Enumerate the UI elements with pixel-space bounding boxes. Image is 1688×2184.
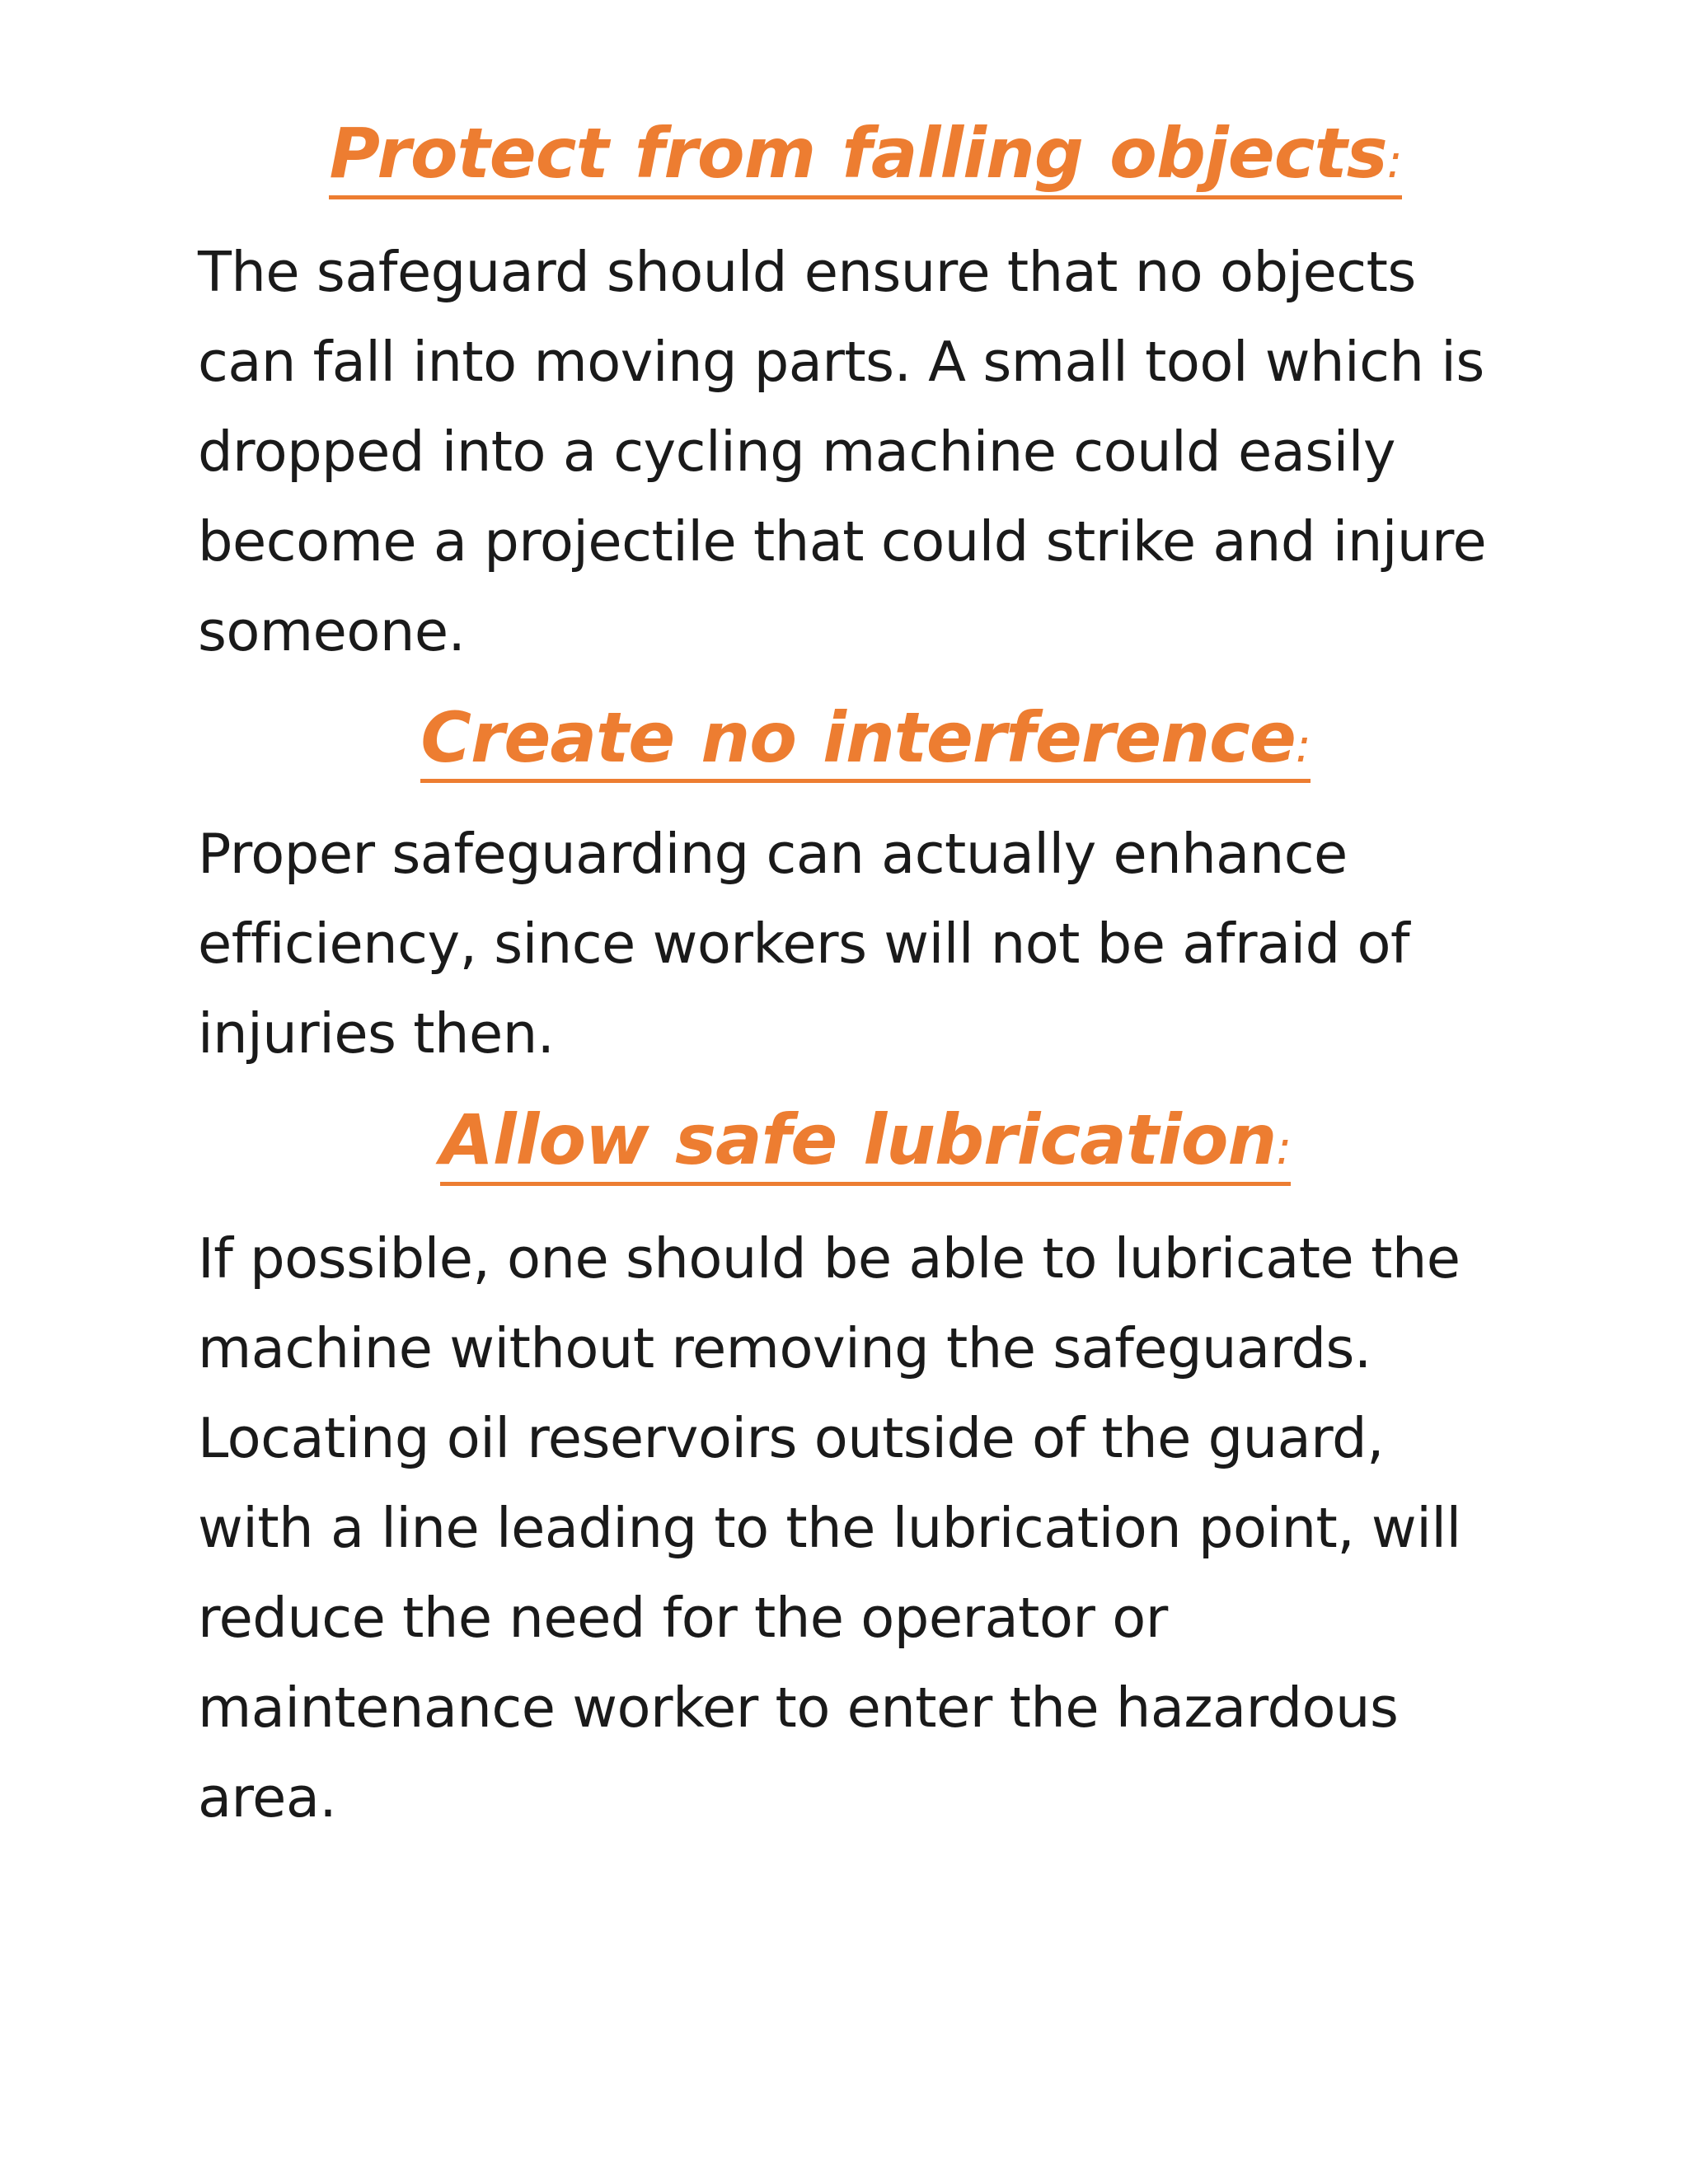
document-content	[198, 114, 1533, 1843]
paragraph-line: can fall into moving parts. A small tool which is	[198, 329, 1484, 394]
paragraph-line: injuries then.	[198, 1001, 555, 1066]
heading-text: Protect from falling objects	[329, 113, 1387, 194]
paragraph-line: area.	[198, 1765, 337, 1830]
section-paragraph	[198, 809, 1533, 1079]
section-safe-lubrication	[198, 1100, 1533, 1843]
paragraph-line: If possible, one should be able to lubricate the	[198, 1226, 1461, 1291]
paragraph-line: machine without removing the safeguards.	[198, 1315, 1372, 1380]
heading-underline	[329, 114, 1401, 199]
paragraph-line: Locating oil reservoirs outside of the guard,	[198, 1405, 1384, 1470]
paragraph-line: with a line leading to the lubrication point, will	[198, 1495, 1461, 1560]
heading-colon: :	[1386, 135, 1402, 189]
section-heading	[198, 114, 1533, 199]
section-paragraph	[198, 1214, 1533, 1843]
section-falling-objects	[198, 114, 1533, 677]
section-heading	[198, 1100, 1533, 1186]
paragraph-line: dropped into a cycling machine could easily	[198, 419, 1396, 484]
heading-underline	[440, 1100, 1291, 1186]
paragraph-line: Proper safeguarding can actually enhance	[198, 822, 1348, 887]
paragraph-line: efficiency, since workers will not be afraid of	[198, 912, 1410, 977]
section-paragraph	[198, 227, 1533, 677]
heading-colon: :	[1295, 719, 1311, 773]
paragraph-line: maintenance worker to enter the hazardous	[198, 1675, 1399, 1740]
paragraph-line: The safeguard should ensure that no objects	[198, 239, 1416, 304]
section-heading	[198, 698, 1533, 784]
paragraph-line: someone.	[198, 598, 466, 663]
heading-text: Create no interference	[420, 696, 1296, 778]
section-no-interference	[198, 698, 1533, 1080]
heading-text: Allow safe lubrication	[439, 1099, 1277, 1181]
heading-colon: :	[1276, 1122, 1292, 1176]
paragraph-line: become a projectile that could strike and injure	[198, 509, 1487, 574]
heading-underline	[420, 698, 1310, 784]
paragraph-line: reduce the need for the operator or	[198, 1585, 1168, 1650]
